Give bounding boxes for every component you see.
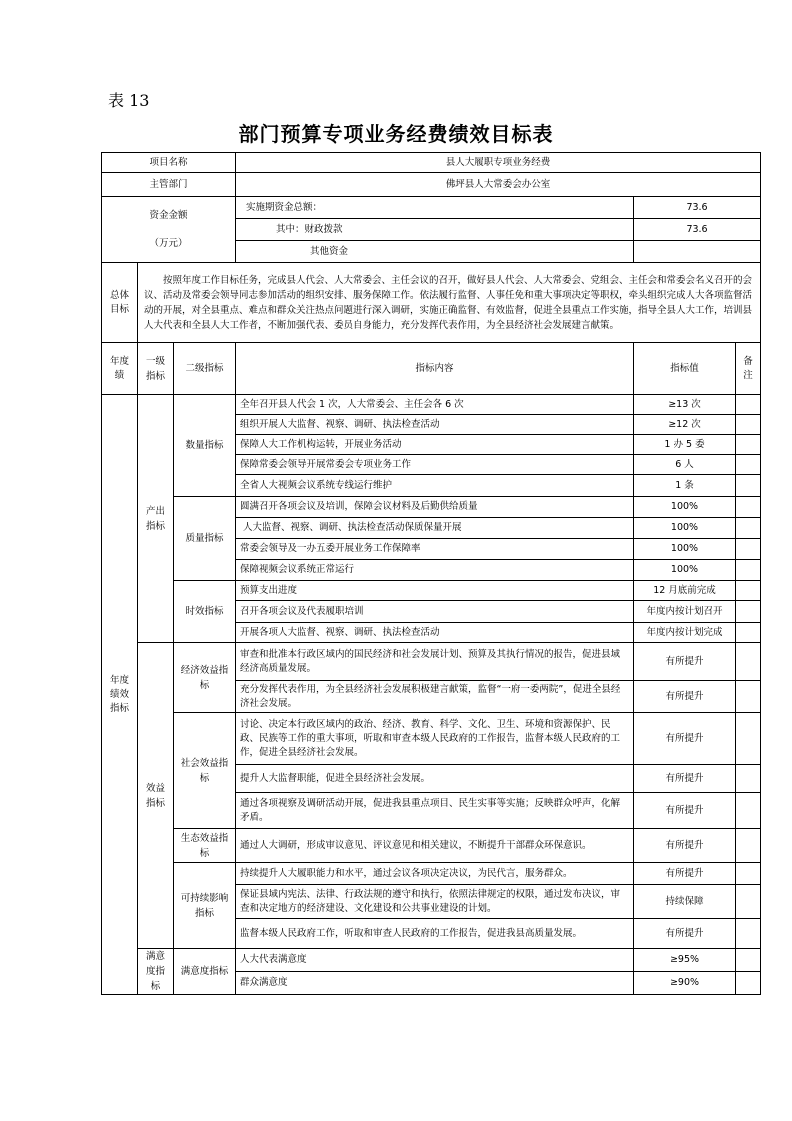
indicator-content: 保障常委会领导开展常委会专项业务工作 <box>236 455 634 475</box>
indicator-value: 年度内按计划召开 <box>634 601 736 623</box>
indicator-value: 6 人 <box>634 455 736 475</box>
indicator-content: 保证县域内宪法、法律、行政法规的遵守和执行，依照法律规定的权限，通过发布决议，审查和决定地方的经济建设、文化建设和公共事业建设的计划。 <box>236 885 634 919</box>
indicator-note <box>736 539 761 560</box>
indicator-content: 提升人大监督职能，促进全县经济社会发展。 <box>236 765 634 793</box>
indicator-content: 通过各项视察及调研活动开展，促进我县重点项目、民生实事等实施；反映群众呼声，化解矛盾。 <box>236 793 634 829</box>
funds-label: 资金金额 <box>149 209 188 221</box>
other-label: 其他资金 <box>236 241 634 263</box>
col-value: 指标值 <box>634 343 736 395</box>
table-row <box>102 949 761 972</box>
indicator-content: 充分发挥代表作用，为全县经济社会发展积极建言献策，监督“一府一委两院”，促进全县经济社会发展。 <box>236 681 634 713</box>
indicator-content: 群众满意度 <box>236 972 634 995</box>
indicator-note <box>736 829 761 863</box>
indicator-content: 持续提升人大履职能力和水平，通过会议各项决定决议，为民代言，服务群众。 <box>236 863 634 885</box>
level2-indicator: 时效指标 <box>174 581 236 643</box>
indicator-value: 100% <box>634 497 736 518</box>
overall-label: 总体目标 <box>102 263 138 343</box>
indicator-value: ≥13 次 <box>634 395 736 415</box>
year-indicator-label: 年度绩效指标 <box>102 395 138 995</box>
indicator-note <box>736 560 761 581</box>
indicator-note <box>736 713 761 765</box>
indicator-value: 1 办 5 委 <box>634 435 736 455</box>
funds-unit: （万元） <box>149 237 188 249</box>
indicator-value: 100% <box>634 518 736 539</box>
table-row <box>102 395 761 415</box>
indicator-value: 100% <box>634 560 736 581</box>
level2-indicator: 数量指标 <box>174 395 236 497</box>
project-name: 县人大履职专项业务经费 <box>236 153 761 173</box>
table-number: 表 13 <box>108 91 150 110</box>
dept-label: 主管部门 <box>102 173 236 197</box>
table-row <box>102 643 761 681</box>
indicator-note <box>736 601 761 623</box>
indicator-note <box>736 475 761 497</box>
overall-text: 按照年度工作目标任务，完成县人代会、人大常委会、主任会议的召开，做好县人代会、人大常委会、党组会、主任会和常委会名义召开的会议、活动及常委会领导同志参加活动的组织安排、服务保障工作。依法履行监督、人事任免和重大事项决定等职权，牵头组织完成人大各项监督活动的开展，对全县重点、难点和群众关注热点问题进行深入调研，实施正确监督、有效监督，促进全县重点工作实施，指导全县人大工作，培训县人大代表和全县人大工作者，不断加强代表、委员自身能力，充分发挥代表作用，为全县经济社会发展建言献策。 <box>138 263 761 343</box>
indicator-note <box>736 681 761 713</box>
col-level1: 一级指标 <box>138 343 174 395</box>
indicator-value: ≥95% <box>634 949 736 972</box>
col-level2: 二级指标 <box>174 343 236 395</box>
indicator-rows <box>102 395 761 995</box>
level2-indicator: 质量指标 <box>174 497 236 581</box>
col-note: 备注 <box>736 343 761 395</box>
total-label: 实施期资金总额： <box>236 197 634 219</box>
col-content: 指标内容 <box>236 343 634 395</box>
total-value: 73.6 <box>634 197 761 219</box>
indicator-content: 预算支出进度 <box>236 581 634 601</box>
indicator-note <box>736 395 761 415</box>
indicator-content: 组织开展人大监督、视察、调研、执法检查活动 <box>236 415 634 435</box>
indicator-note <box>736 949 761 972</box>
dept-name: 佛坪县人大常委会办公室 <box>236 173 761 197</box>
indicator-note <box>736 415 761 435</box>
indicator-note <box>736 885 761 919</box>
indicator-note <box>736 972 761 995</box>
level2-indicator: 经济效益指标 <box>174 643 236 713</box>
indicator-note <box>736 455 761 475</box>
table-row <box>102 863 761 885</box>
indicator-value: 有所提升 <box>634 713 736 765</box>
col-year: 年度绩 <box>102 343 138 395</box>
funds-label-cell <box>102 197 236 263</box>
fiscal-label: 其中：财政拨款 <box>236 219 634 241</box>
indicator-content: 人大监督、视察、调研、执法检查活动保质保量开展 <box>236 518 634 539</box>
indicator-value: 100% <box>634 539 736 560</box>
table-row <box>102 829 761 863</box>
indicator-value: 有所提升 <box>634 863 736 885</box>
table-row <box>102 581 761 601</box>
indicator-value: 有所提升 <box>634 643 736 681</box>
indicator-note <box>736 581 761 601</box>
indicator-note <box>736 643 761 681</box>
indicator-note <box>736 793 761 829</box>
level2-indicator: 满意度指标 <box>174 949 236 995</box>
indicator-content: 全省人大视频会议系统专线运行维护 <box>236 475 634 497</box>
level2-indicator: 社会效益指标 <box>174 713 236 829</box>
indicator-content: 保障视频会议系统正常运行 <box>236 560 634 581</box>
indicator-note <box>736 435 761 455</box>
indicator-content: 开展各项人大监督、视察、调研、执法检查活动 <box>236 623 634 643</box>
page-title: 部门预算专项业务经费绩效目标表 <box>238 122 554 146</box>
indicator-value: 有所提升 <box>634 919 736 949</box>
indicator-value: 有所提升 <box>634 829 736 863</box>
project-name-label: 项目名称 <box>102 153 236 173</box>
indicator-content: 通过人大调研，形成审议意见、评议意见和相关建议，不断提升干部群众环保意识。 <box>236 829 634 863</box>
level1-indicator: 满意度指标 <box>138 949 174 995</box>
indicator-content: 人大代表满意度 <box>236 949 634 972</box>
indicator-value: 12 月底前完成 <box>634 581 736 601</box>
indicator-content: 审查和批准本行政区域内的国民经济和社会发展计划、预算及其执行情况的报告，促进县域经济高质量发展。 <box>236 643 634 681</box>
fiscal-value: 73.6 <box>634 219 761 241</box>
indicator-note <box>736 497 761 518</box>
indicator-value: ≥12 次 <box>634 415 736 435</box>
indicator-content: 召开各项会议及代表履职培训 <box>236 601 634 623</box>
indicator-value: ≥90% <box>634 972 736 995</box>
indicator-content: 全年召开县人代会 1 次，人大常委会、主任会各 6 次 <box>236 395 634 415</box>
indicator-note <box>736 518 761 539</box>
indicator-value: 有所提升 <box>634 681 736 713</box>
indicator-value: 1 条 <box>634 475 736 497</box>
indicator-note <box>736 623 761 643</box>
indicator-content: 保障人大工作机构运转，开展业务活动 <box>236 435 634 455</box>
table-row <box>102 713 761 765</box>
indicator-value: 年度内按计划完成 <box>634 623 736 643</box>
indicator-content: 常委会领导及一办五委开展业务工作保障率 <box>236 539 634 560</box>
indicator-note <box>736 919 761 949</box>
indicator-note <box>736 863 761 885</box>
indicator-value: 有所提升 <box>634 793 736 829</box>
level2-indicator: 生态效益指标 <box>174 829 236 863</box>
indicator-value: 有所提升 <box>634 765 736 793</box>
indicator-note <box>736 765 761 793</box>
level1-indicator: 效益指标 <box>138 643 174 949</box>
performance-table <box>101 152 761 995</box>
level2-indicator: 可持续影响指标 <box>174 863 236 949</box>
level1-indicator: 产出指标 <box>138 395 174 643</box>
indicator-content: 圆满召开各项会议及培训，保障会议材料及后勤供给质量 <box>236 497 634 518</box>
indicator-value: 持续保障 <box>634 885 736 919</box>
indicator-content: 讨论、决定本行政区域内的政治、经济、教育、科学、文化、卫生、环境和资源保护、民政、民族等工作的重大事项，听取和审查本级人民政府的工作报告，监督本级人民政府的工作，促进全县经济社会发展。 <box>236 713 634 765</box>
other-value <box>634 241 761 263</box>
indicator-content: 监督本级人民政府工作，听取和审查人民政府的工作报告，促进我县高质量发展。 <box>236 919 634 949</box>
table-row <box>102 497 761 518</box>
